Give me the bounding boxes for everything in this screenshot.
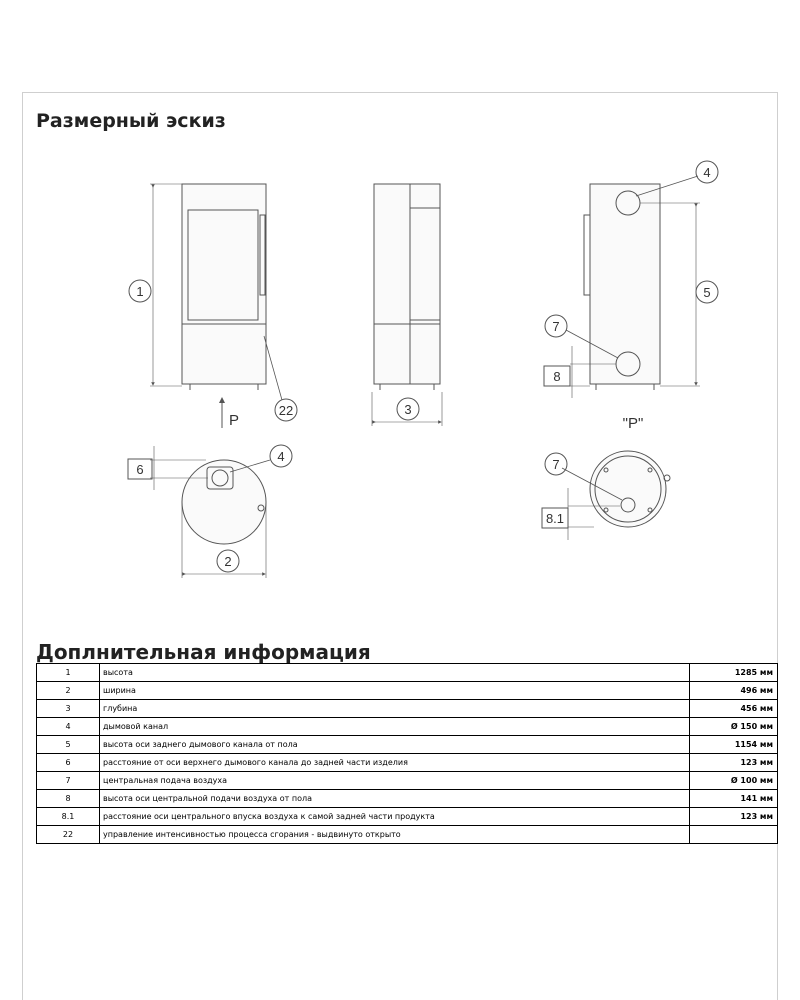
callout-rear-flue-height: 5 xyxy=(703,285,711,300)
callout-front-height: 1 xyxy=(136,284,144,299)
table-row xyxy=(37,682,778,700)
spec-table xyxy=(36,663,778,844)
row-number: 7 xyxy=(37,772,100,790)
row-description: ширина xyxy=(100,682,690,700)
row-value: 1154 мм xyxy=(690,736,778,754)
callout-rear-air: 7 xyxy=(552,319,560,334)
row-number: 3 xyxy=(37,700,100,718)
row-value xyxy=(690,826,778,844)
row-number: 8 xyxy=(37,790,100,808)
callout-top-width: 2 xyxy=(224,554,232,569)
row-number: 1 xyxy=(37,664,100,682)
rear-view-label: "P" xyxy=(622,415,644,432)
sketch-title: Размерный эскиз xyxy=(36,110,226,132)
side-view xyxy=(372,184,442,426)
row-value: Ø 100 мм xyxy=(690,772,778,790)
row-value: 496 мм xyxy=(690,682,778,700)
callout-rear-flue: 4 xyxy=(703,165,711,180)
row-number: 6 xyxy=(37,754,100,772)
table-row xyxy=(37,808,778,826)
row-description: высота оси заднего дымового канала от пола xyxy=(100,736,690,754)
top-view xyxy=(128,445,292,578)
table-row xyxy=(37,772,778,790)
callout-front-control: 22 xyxy=(278,403,294,418)
row-number: 4 xyxy=(37,718,100,736)
row-number: 5 xyxy=(37,736,100,754)
table-row xyxy=(37,700,778,718)
row-value: 123 мм xyxy=(690,754,778,772)
callout-bottom-offset: 8.1 xyxy=(545,511,565,526)
front-view xyxy=(129,184,297,428)
bottom-view xyxy=(542,451,670,540)
table-row xyxy=(37,664,778,682)
row-description: высота xyxy=(100,664,690,682)
row-value: 123 мм xyxy=(690,808,778,826)
table-row xyxy=(37,718,778,736)
row-value: 141 мм xyxy=(690,790,778,808)
row-description: глубина xyxy=(100,700,690,718)
row-description: центральная подача воздуха xyxy=(100,772,690,790)
row-description: высота оси центральной подачи воздуха от пола xyxy=(100,790,690,808)
row-description: управление интенсивностью процесса сгорания - выдвинуто открыто xyxy=(100,826,690,844)
callout-rear-air-height: 8 xyxy=(553,369,561,384)
arrow-view-label: P xyxy=(229,412,240,429)
row-number: 22 xyxy=(37,826,100,844)
callout-top-offset: 6 xyxy=(136,462,144,477)
row-value: 1285 мм xyxy=(690,664,778,682)
callout-side-depth: 3 xyxy=(404,402,412,417)
info-title: Доплнительная информация xyxy=(36,640,371,664)
callout-bottom-air: 7 xyxy=(552,457,560,472)
row-number: 2 xyxy=(37,682,100,700)
table-row xyxy=(37,790,778,808)
row-value: 456 мм xyxy=(690,700,778,718)
table-row xyxy=(37,754,778,772)
rear-view xyxy=(544,161,718,398)
table-row xyxy=(37,736,778,754)
row-description: расстояние оси центрального впуска воздуха к самой задней части продукта xyxy=(100,808,690,826)
row-description: расстояние от оси верхнего дымового канала до задней части изделия xyxy=(100,754,690,772)
row-value: Ø 150 мм xyxy=(690,718,778,736)
table-row xyxy=(37,826,778,844)
row-description: дымовой канал xyxy=(100,718,690,736)
callout-top-flue: 4 xyxy=(277,449,285,464)
row-number: 8.1 xyxy=(37,808,100,826)
